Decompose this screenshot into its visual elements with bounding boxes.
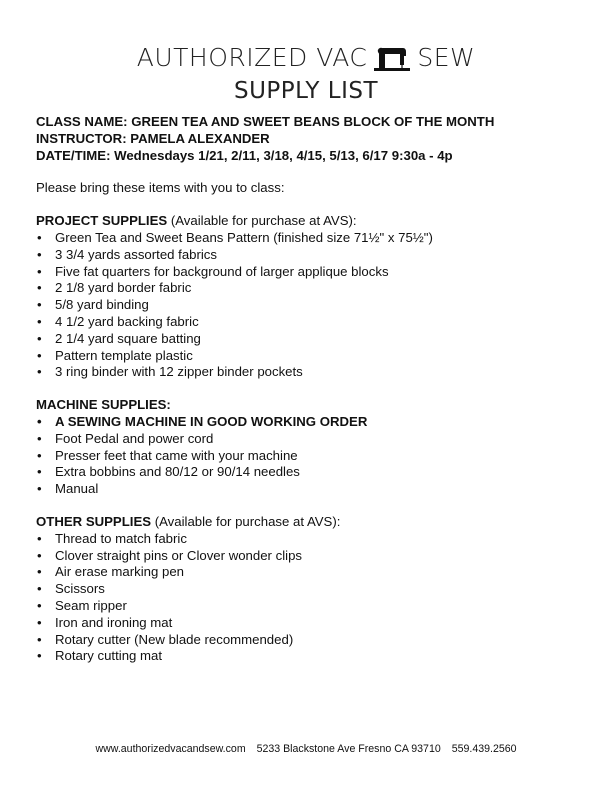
list-item: • Manual [36,481,596,498]
date-time-line: DATE/TIME: Wednesdays 1/21, 2/11, 3/18, 4/15, 5/13, 6/17 9:30a - 4p [36,147,453,163]
footer-address: 5233 Blackstone Ave Fresno CA 93710 [256,743,441,755]
list-item: • Clover straight pins or Clover wonder clips [36,548,596,565]
list-item: • Iron and ironing mat [36,615,596,632]
other-supplies-heading [36,514,596,531]
list-item: • Thread to match fabric [36,531,596,548]
list-item: • 3 ring binder with 12 zipper binder pockets [36,364,596,381]
footer-phone: 559.439.2560 [451,743,517,755]
other-supplies-list [36,531,596,665]
machine-supplies-heading [36,397,596,414]
list-item: • Five fat quarters for background of larger applique blocks [36,264,596,281]
list-item: • 5/8 yard binding [36,297,596,314]
project-supplies-title: PROJECT SUPPLIES [36,213,168,229]
list-item: • 3 3/4 yards assorted fabrics [36,247,596,264]
class-name-line: CLASS NAME: GREEN TEA AND SWEET BEANS BLOCK OF THE MONTH [36,114,495,129]
list-item: • Rotary cutting mat [36,648,596,665]
list-item: • 2 1/4 yard square batting [36,331,596,348]
machine-supplies-title: MACHINE SUPPLIES: [36,397,171,413]
page-title: SUPPLY LIST [233,78,379,104]
machine-supplies-list [36,414,596,498]
brand-name-right: SEW [417,43,476,72]
other-supplies-title: OTHER SUPPLIES [36,513,152,529]
footer [0,743,612,755]
brand-logo [0,43,612,72]
document-body [36,114,596,665]
intro-text: Please bring these items with you to class: [36,180,285,196]
project-supplies-note: (Available for purchase at AVS): [167,213,357,229]
machine-supplies-section [36,397,596,498]
list-item: • Seam ripper [36,598,596,615]
list-item: • Scissors [36,581,596,598]
footer-website: www.authorizedvacandsew.com [95,743,246,755]
list-item: • A SEWING MACHINE IN GOOD WORKING ORDER [36,414,596,431]
instructor-line: INSTRUCTOR: PAMELA ALEXANDER [36,130,270,146]
list-item: • Pattern template plastic [36,348,596,365]
other-supplies-section [36,514,596,665]
project-supplies-section [36,213,596,381]
list-item: • 4 1/2 yard backing fabric [36,314,596,331]
list-item: • Foot Pedal and power cord [36,431,596,448]
list-item: • Extra bobbins and 80/12 or 90/14 needles [36,464,596,481]
list-item: • Air erase marking pen [36,564,596,581]
list-item: • Rotary cutter (New blade recommended) [36,632,596,649]
project-supplies-list [36,230,596,381]
list-item: • Green Tea and Sweet Beans Pattern (finished size 71½" x 75½") [36,230,596,247]
list-item: • Presser feet that came with your machine [36,448,596,465]
project-supplies-heading [36,213,596,230]
sewing-machine-icon [373,44,411,72]
brand-name-left: AUTHORIZED VAC [136,43,368,72]
list-item: • 2 1/8 yard border fabric [36,280,596,297]
other-supplies-note: (Available for purchase at AVS): [151,513,341,529]
